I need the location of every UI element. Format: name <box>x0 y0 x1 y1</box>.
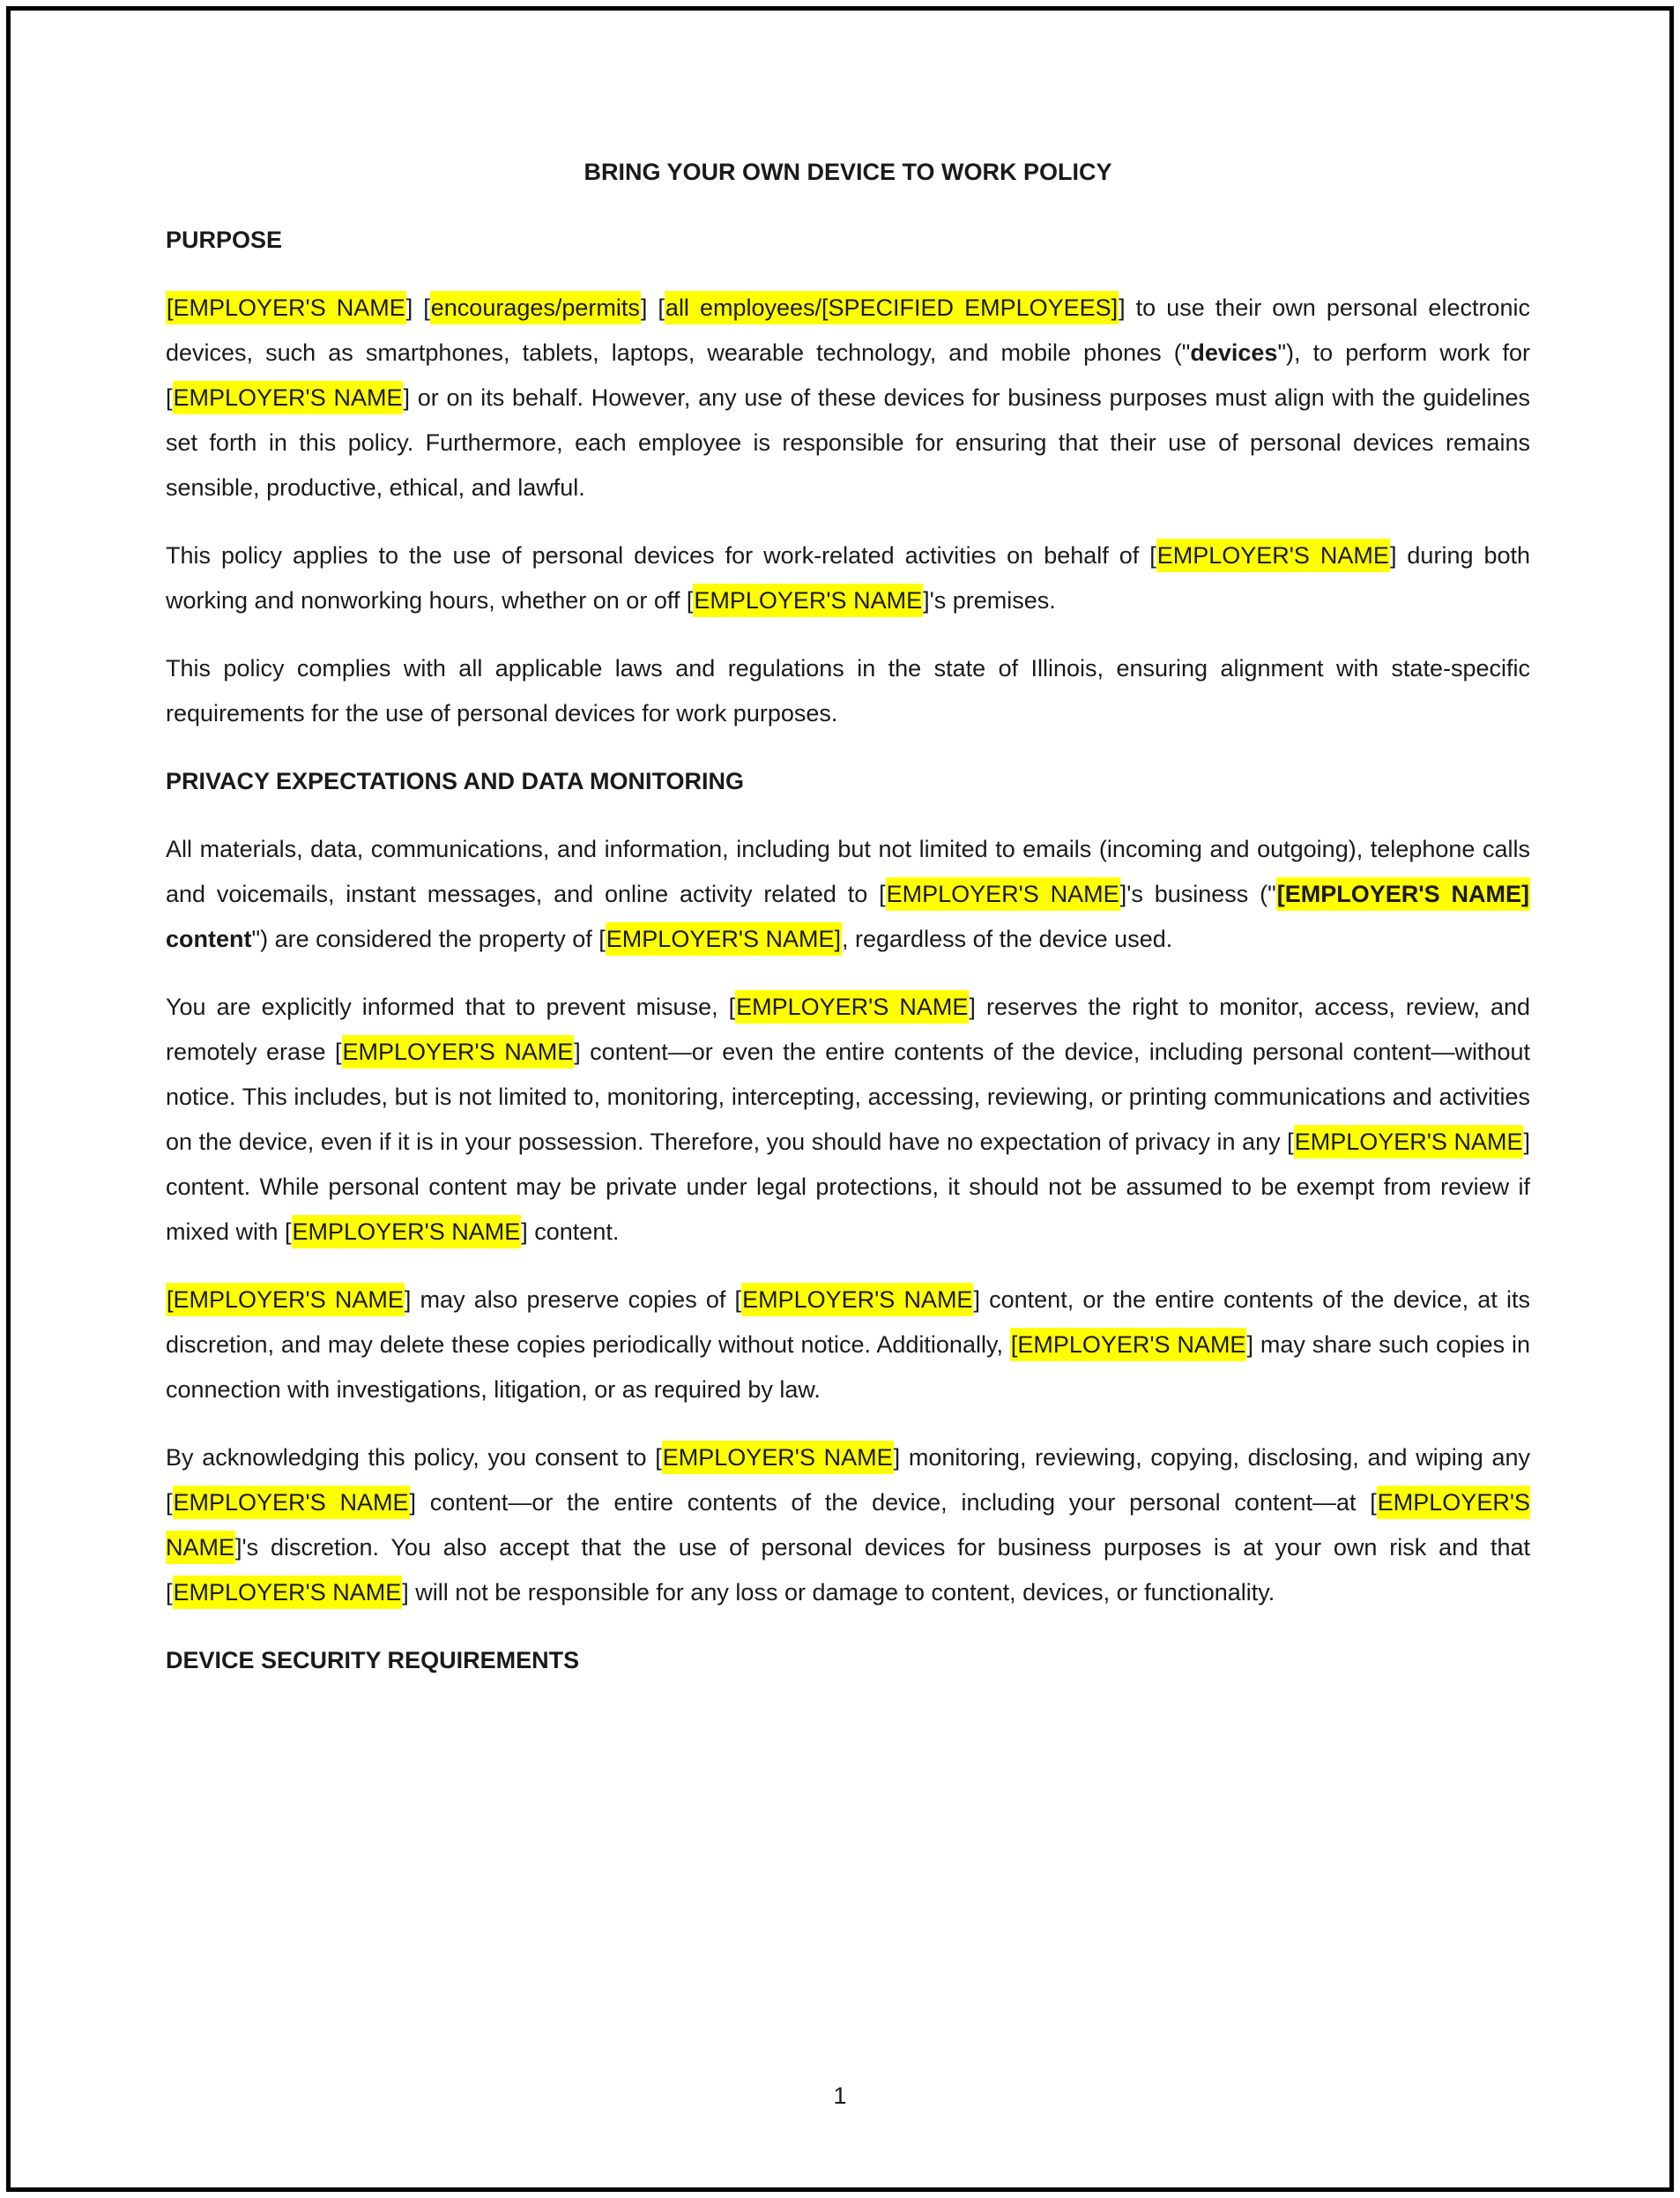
placeholder-highlight: EMPLOYER'S NAME <box>292 1215 522 1248</box>
text-run: ] monitoring, reviewing, copying, disclosing, and wiping any [ <box>166 1444 1530 1516</box>
placeholder-highlight: EMPLOYER'S NAME <box>173 1576 403 1609</box>
placeholder-highlight: [EMPLOYER'S NAME <box>166 291 406 324</box>
paragraph <box>166 1278 1530 1412</box>
text-run: This policy complies with all applicable laws and regulations in the state of Illinois, ensuring alignment with state-specific requirements for the use of personal devices for work purposes. <box>166 655 1530 726</box>
placeholder-highlight: EMPLOYER'S NAME <box>173 1486 410 1519</box>
placeholder-highlight: [EMPLOYER'S NAME <box>1010 1328 1247 1361</box>
paragraph <box>166 646 1530 736</box>
paragraph <box>166 1435 1530 1615</box>
placeholder-highlight: [EMPLOYER'S NAME] <box>1276 877 1530 911</box>
placeholder-highlight: EMPLOYER'S NAME <box>1156 539 1390 572</box>
text-run: ] [ <box>640 294 665 321</box>
text-run: ] reserves the right to monitor, access, review, and remotely erase [ <box>166 994 1531 1065</box>
text-run: PURPOSE <box>166 227 283 253</box>
text-run: content <box>166 926 252 952</box>
text-run: PRIVACY EXPECTATIONS AND DATA MONITORING <box>166 768 745 794</box>
text-run: You are explicitly informed that to prevent misuse, [ <box>166 994 736 1020</box>
placeholder-highlight: EMPLOYER'S NAME <box>886 877 1120 911</box>
placeholder-highlight: encourages/permits <box>430 291 641 324</box>
text-run: ]'s discretion. You also accept that the use of personal devices for business purposes is at your own risk and that [ <box>166 1534 1530 1606</box>
placeholder-highlight: EMPLOYER'S NAME] <box>606 922 842 956</box>
text-run: ] content—or the entire contents of the device, including your personal content—at [ <box>409 1489 1377 1516</box>
text-run: DEVICE SECURITY REQUIREMENTS <box>166 1647 580 1673</box>
text-run: ] content. While personal content may be private under legal protections, it should not be assumed to be exempt from review if mixed with [ <box>166 1129 1530 1245</box>
placeholder-highlight: EMPLOYER'S NAME <box>342 1035 575 1069</box>
text-run: , regardless of the device used. <box>842 926 1173 952</box>
sections-container <box>166 218 1530 1683</box>
text-run: ") are considered the property of [ <box>251 926 606 952</box>
text-run: devices <box>1190 339 1278 366</box>
text-run: By acknowledging this policy, you consent to [ <box>166 1444 662 1471</box>
placeholder-highlight: EMPLOYER'S NAME <box>173 381 404 414</box>
text-run: ] will not be responsible for any loss or damage to content, devices, or functionality. <box>402 1579 1275 1606</box>
text-run: ]'s business (" <box>1119 881 1276 907</box>
text-run: ] during both working and nonworking hours, whether on or off [ <box>166 542 1531 614</box>
text-run: ] content—or even the entire contents of the device, including personal content—without notice. This includes, but is not limited to, monitoring, intercepting, accessing, reviewing, or printing communications and activities on the device, even if it is in your possession. Therefore, you should have no expectation of privacy in any [ <box>166 1039 1530 1155</box>
section-heading <box>166 759 1530 804</box>
paragraph <box>166 985 1530 1255</box>
placeholder-highlight: EMPLOYER'S NAME <box>1294 1125 1524 1159</box>
placeholder-highlight: [EMPLOYER'S NAME <box>166 1283 405 1316</box>
placeholder-highlight: EMPLOYER'S NAME <box>166 1486 1530 1564</box>
paragraph <box>166 827 1530 962</box>
document-title: BRING YOUR OWN DEVICE TO WORK POLICY <box>584 159 1112 185</box>
section-heading <box>166 218 1530 263</box>
text-run: "), to perform work for [ <box>166 339 1531 411</box>
text-run: ] [ <box>405 294 430 321</box>
text-run: ] to use their own personal electronic devices, such as smartphones, tablets, laptops, wearable technology, and mobile phones (" <box>166 294 1530 366</box>
placeholder-highlight: EMPLOYER'S NAME <box>662 1441 894 1474</box>
placeholder-highlight: EMPLOYER'S NAME <box>693 584 923 617</box>
text-run: ] may also preserve copies of [ <box>404 1286 742 1313</box>
placeholder-highlight: EMPLOYER'S NAME <box>741 1283 973 1316</box>
text-run: ] or on its behalf. However, any use of these devices for business purposes must align with the guidelines set forth in this policy. Furthermore, each employee is responsible for ensuring that their use of personal devices remains sensible, productive, ethical, and lawful. <box>166 384 1531 501</box>
page-number: 1 <box>833 2083 847 2109</box>
paragraph <box>166 286 1530 510</box>
text-run: ] may share such copies in connection with investigations, litigation, or as required by law. <box>166 1331 1531 1403</box>
text-run: ]'s premises. <box>923 587 1056 614</box>
text-run: This policy applies to the use of personal devices for work-related activities on behalf of [ <box>166 542 1156 569</box>
placeholder-highlight: all employees/[SPECIFIED EMPLOYEES] <box>665 291 1119 324</box>
text-run: ] content. <box>521 1218 620 1245</box>
text-run: All materials, data, communications, and information, including but not limited to emails (incoming and outgoing), telephone calls and voicemails, instant messages, and online activity related to [ <box>166 836 1530 907</box>
section-heading <box>166 1638 1530 1683</box>
paragraph <box>166 533 1530 623</box>
document-body <box>166 150 1530 1706</box>
text-run: ] content, or the entire contents of the device, at its discretion, and may delete these copies periodically without notice. Additionally, <box>166 1286 1530 1358</box>
placeholder-highlight: EMPLOYER'S NAME <box>735 990 969 1024</box>
